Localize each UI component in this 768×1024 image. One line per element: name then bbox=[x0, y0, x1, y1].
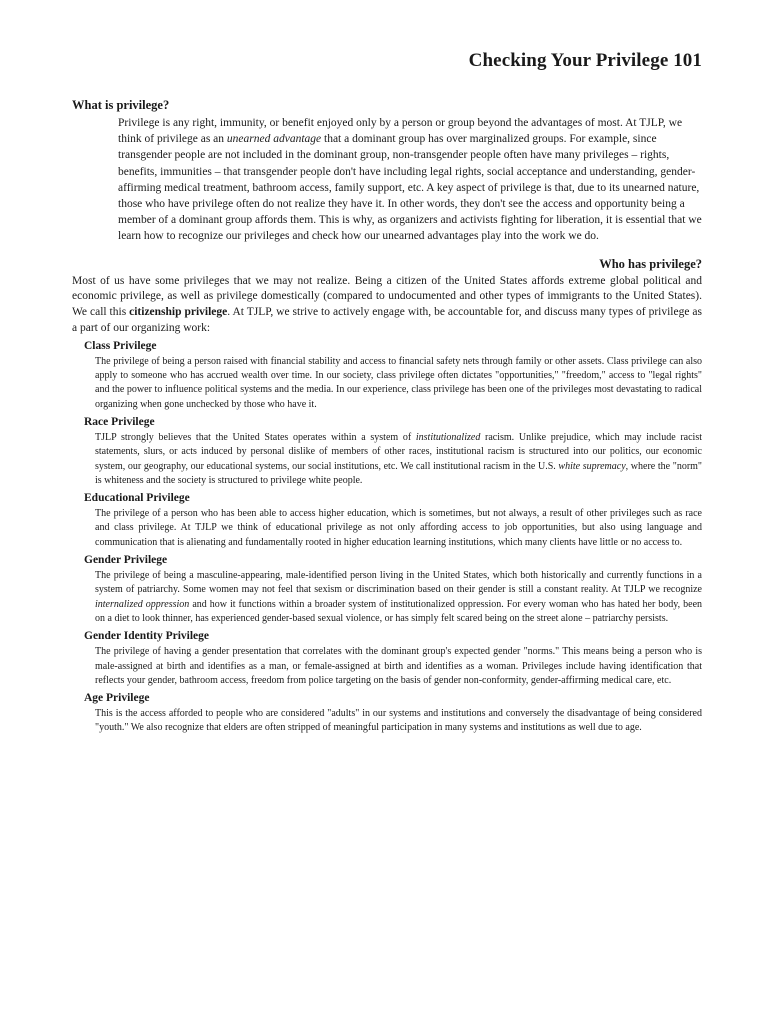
class-privilege-body: The privilege of being a person raised with financial stability and access to financial safety nets through family or other assets. Class privilege can also apply to someone who has accrued wealth over time. In our society, class privilege often dictates "opportunities," "freedom," access to "legal rights" and the power to influence political systems and the media. In our experience, class privilege has been one of the privileges most devastating to radical organizing when gone unchecked by those who have it. bbox=[95, 355, 702, 410]
gender-privilege-section bbox=[72, 553, 702, 626]
gender-identity-privilege-heading: Gender Identity Privilege bbox=[84, 630, 209, 643]
what-is-privilege-heading: What is privilege? bbox=[72, 98, 170, 112]
race-text-a: TJLP strongly believes that the United States operates within a system of bbox=[95, 432, 416, 443]
race-text-emphasis-2: white supremacy bbox=[558, 460, 626, 472]
who-text-bold: citizenship privilege bbox=[129, 306, 228, 319]
who-text-a: Most of us have some privileges that we may not realize. Being a citizen of the United States affords extreme global political and economic privilege, as well as privilege domestically (compared to undocumented and other types of immigrants to the United States). We call this bbox=[72, 274, 702, 319]
what-text-b: that a dominant group has over marginalized groups. For example, since transgender people are not included in the dominant group, non-transgender people often have many privileges – rights, benefits, immunities – that transgender people don't have including legal rights, social acceptance and understanding, gender-affirming medical treatment, bathroom access, family support, etc. A key aspect of privilege is that, due to its unearned nature, those who have privilege often do not realize they have it. In other words, they don't see the access and opportunity being a member of a dominant group affords them. This is why, as organizers and activists fighting for liberation, it is essential that we learn how to recognize our privileges and check how our unearned advantages play into the work we do. bbox=[118, 133, 702, 243]
educational-privilege-section bbox=[72, 491, 702, 550]
race-privilege-heading: Race Privilege bbox=[84, 416, 155, 428]
race-text-emphasis-1: institutionalized bbox=[415, 432, 481, 443]
gender-privilege-body bbox=[95, 569, 702, 626]
gender-identity-privilege-body: The privilege of having a gender presentation that correlates with the dominant group's expected gender "norms." This means being a person who is male-assigned at birth and identifies as a man, or female-assigned at birth and identifies as a woman. Privileges include having identification that reflects your gender, bathroom access, freedom from police targeting on the basis of gender non-conformity, gender-affirming medical care, etc. bbox=[95, 646, 702, 686]
race-privilege-body bbox=[95, 431, 702, 488]
race-text-c: , where the "norm" is whiteness and the society is structured to privilege white people. bbox=[95, 460, 703, 486]
gender-text-b: and how it functions within a broader system of institutionalized oppression. For every woman who has hated her body, been on a diet to look thinner, has experienced gender-based sexual violence, or has simply felt scared being on the street alone – patriarchy persists. bbox=[95, 598, 703, 624]
what-text-a: Privilege is any right, immunity, or benefit enjoyed only by a person or group beyond the advantages of most. At TJLP, we think of privilege as an bbox=[118, 117, 683, 146]
class-privilege-heading: Class Privilege bbox=[84, 339, 157, 352]
educational-privilege-body: The privilege of a person who has been able to access higher education, which is sometimes, but not always, a result of other privileges such as race and class privilege. At TJLP we think of educational privilege as not only affording access to job opportunities, but also using language and communication that is alienating and fundamentally rooted in higher education learning institutions, which many clients have little or no access to. bbox=[95, 508, 702, 548]
who-has-privilege-heading: Who has privilege? bbox=[599, 256, 702, 271]
who-has-privilege-paragraph bbox=[72, 274, 702, 337]
race-privilege-section bbox=[72, 415, 702, 488]
educational-privilege-heading: Educational Privilege bbox=[84, 492, 190, 505]
gender-text-emphasis: internalized oppression bbox=[95, 598, 190, 610]
race-text-b: racism. Unlike prejudice, which may include racist statements, slurs, or acts induced by personal dislike of members of other races, institutional racism is structured into our politics, our economic system, our geography, our educational systems, our social institutions, etc. We call institutional racism in the U.S. bbox=[95, 432, 702, 472]
gender-privilege-heading: Gender Privilege bbox=[84, 554, 168, 567]
what-is-privilege-paragraph bbox=[118, 115, 702, 245]
gender-identity-privilege-section bbox=[72, 629, 702, 688]
class-privilege-section bbox=[72, 339, 702, 412]
age-privilege-body: This is the access afforded to people who are considered "adults" in our systems and institutions and conversely the disadvantage of being considered "youth." We also recognize that elders are often stripped of meaningful participation in many systems and institutions as well due to age. bbox=[95, 708, 702, 734]
gender-text-a: The privilege of being a masculine-appearing, male-identified person living in the United States, which both historically and currently functions in a system of patriarchy. Some women may not feel that sexism or discrimination based on their gender is still a constant reality. At TJLP we recognize bbox=[95, 570, 702, 596]
age-privilege-section bbox=[72, 691, 702, 736]
who-text-b: . At TJLP, we strive to actively engage with, be accountable for, and discuss many types of privilege as a part of our organizing work: bbox=[72, 306, 702, 335]
age-privilege-heading: Age Privilege bbox=[84, 692, 150, 705]
page-title: Checking Your Privilege 101 bbox=[468, 50, 702, 71]
what-text-emphasis: unearned advantage bbox=[226, 133, 322, 146]
